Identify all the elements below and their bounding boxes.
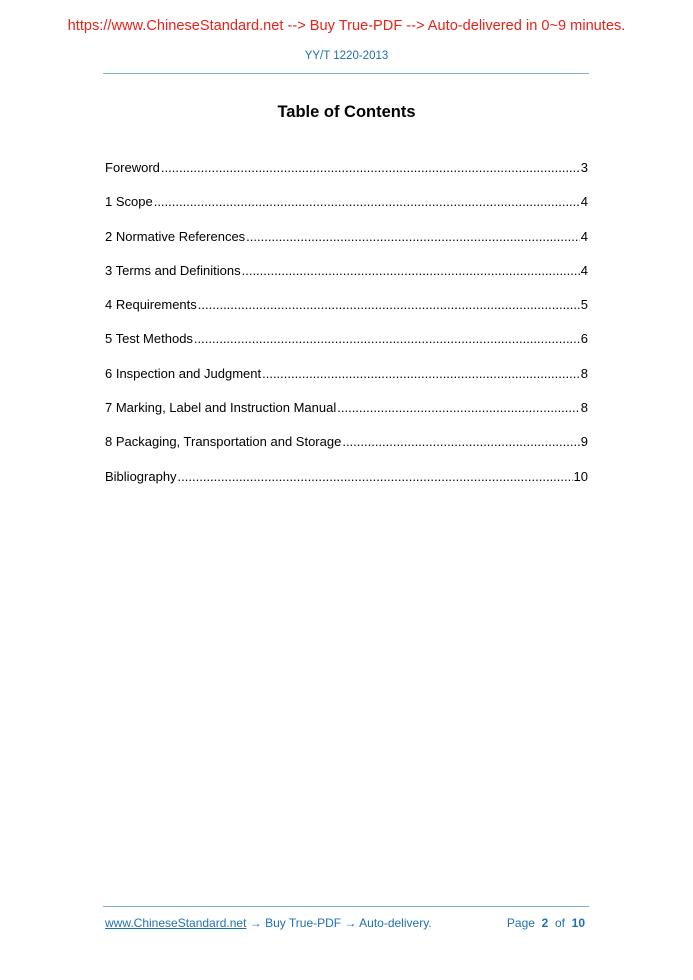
toc-dot-leader	[194, 331, 580, 346]
toc-dot-leader	[262, 366, 580, 381]
toc-dot-leader	[337, 400, 580, 415]
toc-dot-leader	[154, 194, 580, 209]
toc-entry-bibliography[interactable]	[105, 469, 588, 503]
toc-entry-page: 4	[580, 262, 588, 278]
toc-entry-page: 4	[580, 228, 588, 244]
table-of-contents	[105, 160, 588, 503]
toc-entry-marking-label[interactable]	[105, 400, 588, 434]
toc-entry-label: 6 Inspection and Judgment	[105, 365, 262, 381]
toc-entry-label: Bibliography	[105, 468, 177, 484]
of-label: of	[554, 916, 565, 930]
toc-entry-page: 4	[580, 194, 588, 210]
toc-entry-label: 2 Normative References	[105, 228, 246, 244]
promo-banner[interactable]: https://www.ChineseStandard.net --> Buy True-PDF --> Auto-delivered in 0~9 minutes.	[67, 18, 626, 34]
toc-entry-label: 3 Terms and Definitions	[105, 262, 241, 278]
toc-dot-leader	[178, 469, 573, 484]
toc-entry-page: 5	[580, 297, 588, 313]
toc-dot-leader	[246, 229, 580, 244]
page-number	[507, 916, 585, 930]
toc-entry-page: 10	[573, 468, 588, 484]
arrow-right-icon: →	[249, 916, 262, 930]
toc-entry-label: Foreword	[105, 160, 160, 175]
toc-entry-label: 7 Marking, Label and Instruction Manual	[105, 400, 337, 416]
toc-entry-inspection-judgment[interactable]	[105, 366, 588, 400]
toc-entry-page: 3	[580, 160, 588, 175]
toc-dot-leader	[198, 297, 580, 312]
footer-site-link[interactable]: www.ChineseStandard.net	[105, 916, 247, 930]
toc-entry-label: 5 Test Methods	[105, 331, 193, 347]
current-page: 2	[541, 916, 549, 930]
toc-entry-requirements[interactable]	[105, 297, 588, 331]
toc-dot-leader	[161, 160, 580, 175]
toc-entry-terms-definitions[interactable]	[105, 263, 588, 297]
toc-entry-page: 6	[580, 331, 588, 347]
page-title: Table of Contents	[277, 103, 416, 121]
footer-delivery-text: Auto-delivery.	[359, 916, 432, 930]
toc-entry-scope[interactable]	[105, 194, 588, 228]
toc-dot-leader	[342, 434, 579, 449]
page-label: Page	[506, 916, 535, 930]
toc-entry-page: 8	[580, 400, 588, 416]
footer-promo	[105, 916, 432, 930]
toc-entry-page: 8	[580, 365, 588, 381]
toc-entry-packaging[interactable]	[105, 434, 588, 468]
toc-entry-page: 9	[580, 434, 588, 450]
footer-buy-text: Buy True-PDF	[265, 916, 342, 930]
toc-entry-label: 8 Packaging, Transportation and Storage	[105, 434, 342, 450]
total-pages: 10	[571, 916, 585, 930]
arrow-right-icon: →	[344, 916, 357, 930]
toc-entry-normative-references[interactable]	[105, 229, 588, 263]
toc-dot-leader	[242, 263, 580, 278]
toc-entry-foreword[interactable]	[105, 160, 588, 194]
toc-entry-label: 4 Requirements	[105, 297, 197, 313]
toc-entry-test-methods[interactable]	[105, 331, 588, 365]
toc-entry-label: 1 Scope	[105, 194, 153, 210]
standard-code: YY/T 1220-2013	[304, 50, 389, 62]
footer-divider	[103, 906, 589, 907]
header-divider	[103, 73, 589, 74]
